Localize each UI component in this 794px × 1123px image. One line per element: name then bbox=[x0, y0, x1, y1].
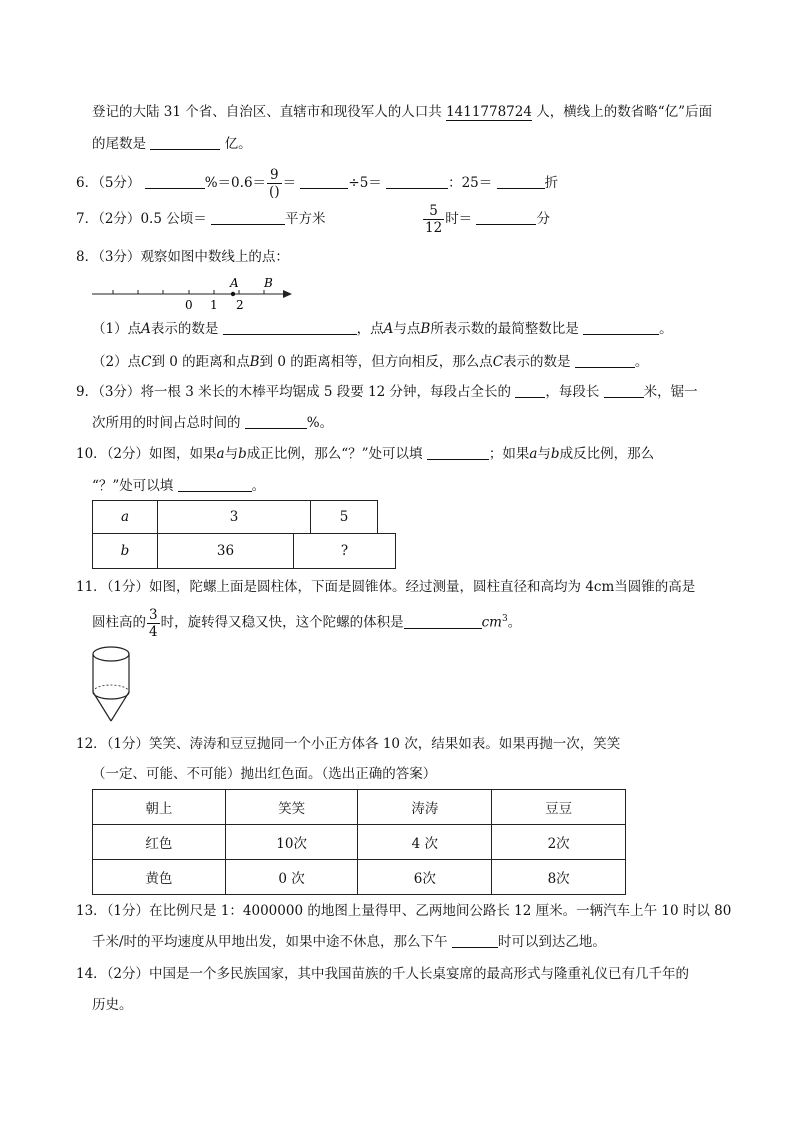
table-cell: 4 次 bbox=[358, 825, 492, 860]
row-a-cell-1: 3 bbox=[157, 500, 311, 534]
row-b-cell-1: 36 bbox=[157, 533, 294, 569]
axis-label-2: 2 bbox=[236, 298, 244, 312]
question-8-sub-2: （2）点C到 0 的距离和点B到 0 的距离相等，但方向相反，那么点C表示的数是 。 bbox=[92, 354, 649, 370]
row-a-label-cell: a bbox=[92, 500, 158, 534]
question-number: 7． bbox=[76, 211, 99, 227]
row-a-cell-2: 5 bbox=[310, 500, 378, 534]
table-cell: 2次 bbox=[492, 825, 626, 860]
answer-blank[interactable] bbox=[604, 383, 644, 398]
answer-blank[interactable] bbox=[223, 320, 357, 335]
question-score: （3分） bbox=[98, 249, 141, 265]
question-7: 7．（2分）0.5 公顷＝ 平方米 bbox=[76, 211, 326, 227]
answer-blank[interactable] bbox=[145, 174, 205, 189]
axis-label-0: 0 bbox=[185, 298, 193, 312]
question-score: （2分） bbox=[106, 446, 150, 462]
question-number: 10． bbox=[76, 446, 107, 462]
population-number: 1411778724 bbox=[446, 104, 532, 120]
answer-blank[interactable] bbox=[178, 477, 252, 492]
answer-blank[interactable] bbox=[515, 383, 545, 398]
table-cell: 10次 bbox=[225, 825, 358, 860]
table-row bbox=[93, 860, 626, 895]
cylinder-bottom-back bbox=[93, 685, 129, 692]
cone-left-edge bbox=[93, 692, 111, 721]
answer-blank[interactable] bbox=[583, 320, 659, 335]
question-10-line-2: “？”处可以填 。 bbox=[92, 478, 266, 494]
answer-blank[interactable] bbox=[575, 353, 635, 368]
answer-blank[interactable] bbox=[497, 174, 545, 189]
question-10: 10．（2分）如图，如果a与b成正比例，那么“？”处可以填 ；如果a与b成反比例，那么 bbox=[76, 446, 655, 462]
header-cell: 笑笑 bbox=[225, 790, 358, 825]
intro-line-2: 的尾数是 亿。 bbox=[92, 136, 252, 152]
number-line bbox=[88, 272, 308, 312]
question-number: 13． bbox=[76, 903, 107, 919]
question-8-sub-1: （1）点A表示的数是 ，点A与点B所表示数的最简整数比是 。 bbox=[92, 321, 673, 337]
fraction: $\frac{3}{4}$ bbox=[149, 606, 158, 640]
table-row bbox=[93, 825, 626, 860]
question-6: 6．（5分） %＝0.6＝ $\frac{9}{()}$ ＝ ÷5＝ ：25＝ 折 bbox=[76, 167, 559, 200]
question-score: （2分） bbox=[106, 966, 150, 982]
question-9-line-2: 次所用的时间占总时间的 %。 bbox=[92, 415, 334, 431]
question-score: （1分） bbox=[106, 579, 150, 595]
fraction: $\frac{9}{()}$ bbox=[269, 167, 280, 200]
header-cell: 涛涛 bbox=[358, 790, 492, 825]
question-number: 8． bbox=[76, 249, 99, 265]
question-number: 12． bbox=[76, 736, 107, 752]
cylinder-bottom bbox=[93, 692, 129, 699]
question-score: （2分） bbox=[98, 211, 141, 227]
answer-blank[interactable] bbox=[150, 135, 220, 150]
axis-label-1: 1 bbox=[210, 298, 218, 312]
table-cell: 0 次 bbox=[225, 860, 358, 895]
answer-blank[interactable] bbox=[211, 210, 285, 225]
header-cell: 朝上 bbox=[93, 790, 226, 825]
question-14-line-2: 历史。 bbox=[92, 997, 133, 1013]
question-11: 11．（1分）如图，陀螺上面是圆柱体，下面是圆锥体。经过测量，圆柱直径和高均为 4cm当圆锥的高是 bbox=[76, 579, 696, 595]
table-header-row bbox=[93, 790, 626, 825]
answer-blank[interactable] bbox=[476, 210, 536, 225]
spinning-top-figure bbox=[89, 644, 139, 724]
question-8: 8．（3分）观察如图中数线上的点： bbox=[76, 249, 289, 265]
table-cell: 8次 bbox=[492, 860, 626, 895]
answer-blank[interactable] bbox=[452, 933, 498, 948]
cylinder-top bbox=[93, 647, 129, 661]
question-12: 12．（1分）笑笑、涛涛和豆豆抛同一个小正方体各 10 次，结果如表。如果再抛一次，笑笑 bbox=[76, 736, 621, 752]
question-7-part-2: $\frac{5}{12}$ 时＝ 分 bbox=[425, 203, 550, 236]
table-cell: 6次 bbox=[358, 860, 492, 895]
dice-results-table bbox=[92, 789, 626, 895]
question-13: 13．（1分）在比例尺是 1：4000000 的地图上量得甲、乙两地间公路长 12 厘米。一辆汽车上午 10 时以 80 bbox=[76, 903, 732, 919]
question-score: （1分） bbox=[106, 903, 150, 919]
question-number: 9． bbox=[76, 384, 99, 400]
question-number: 6． bbox=[76, 175, 99, 191]
answer-blank[interactable] bbox=[427, 445, 489, 460]
question-number: 11． bbox=[76, 579, 107, 595]
row-b-cell-2: ? bbox=[293, 533, 396, 569]
question-13-line-2: 千米/时的平均速度从甲地出发，如果中途不休息，那么下午 时可以到达乙地。 bbox=[92, 934, 606, 950]
point-a-label: A bbox=[230, 276, 239, 290]
question-score: （1分） bbox=[106, 736, 150, 752]
question-14: 14．（2分）中国是一个多民族国家，其中我国苗族的千人长桌宴席的最高形式与隆重礼仪已有几千年的 bbox=[76, 966, 690, 982]
point-a-dot bbox=[231, 292, 235, 296]
question-9: 9．（3分）将一根 3 米长的木棒平均锯成 5 段要 12 分钟，每段占全长的 ，每段长 米，锯一 bbox=[76, 384, 698, 400]
header-cell: 豆豆 bbox=[492, 790, 626, 825]
tick-marks bbox=[113, 290, 264, 294]
table-cell: 红色 bbox=[93, 825, 226, 860]
proportion-table bbox=[92, 500, 396, 570]
cone-right-edge bbox=[111, 692, 129, 721]
table-cell: 黄色 bbox=[93, 860, 226, 895]
question-score: （5分） bbox=[98, 175, 141, 191]
fraction: $\frac{5}{12}$ bbox=[425, 203, 443, 236]
answer-blank[interactable] bbox=[245, 414, 307, 429]
intro-line-1: 登记的大陆 31 个省、自治区、直辖市和现役军人的人口共 1411778724 人，横线上的数省略“亿”后面 bbox=[92, 104, 713, 120]
answer-blank[interactable] bbox=[386, 174, 448, 189]
point-b-label: B bbox=[264, 276, 273, 290]
answer-blank[interactable] bbox=[404, 614, 482, 629]
question-12-line-2: （一定、可能、不可能）抛出红色面。（选出正确的答案） bbox=[92, 766, 437, 782]
arrow-icon bbox=[283, 290, 292, 298]
question-number: 14． bbox=[76, 966, 107, 982]
answer-blank[interactable] bbox=[300, 174, 348, 189]
question-11-line-2: 圆柱高的 $\frac{3}{4}$ 时，旋转得又稳又快，这个陀螺的体积是 $cm^3$。 bbox=[92, 606, 522, 640]
question-score: （3分） bbox=[98, 384, 141, 400]
row-b-label-cell: b bbox=[92, 533, 158, 569]
